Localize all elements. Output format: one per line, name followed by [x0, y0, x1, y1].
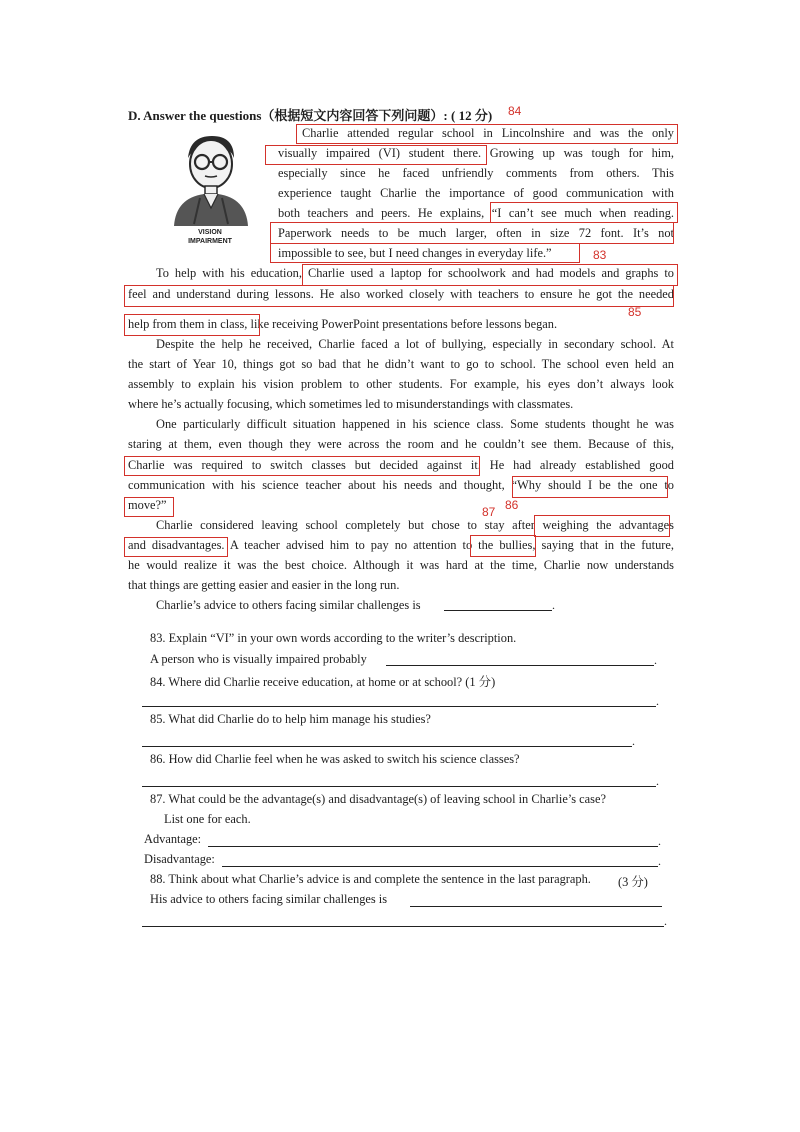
passage-line: To help with his education, Charlie used a laptop for schoolwork and had models and graphs to [156, 266, 674, 280]
question-87-sub: List one for each. [164, 812, 251, 826]
period: . [552, 598, 555, 612]
question-84: 84. Where did Charlie receive education, at home or at school? (1 分) [150, 675, 496, 689]
period: . [658, 834, 661, 848]
section-title [128, 105, 492, 124]
period: . [632, 734, 635, 748]
passage-line: visually impaired (VI) student there. Growing up was tough for him, [278, 146, 674, 160]
period: . [654, 653, 657, 667]
passage-line: he would realize it was the best choice. Although it was hard at the time, Charlie now understands [128, 558, 674, 572]
disadvantage-blank[interactable] [222, 866, 658, 867]
question-88: 88. Think about what Charlie’s advice is and complete the sentence in the last paragraph. [150, 872, 591, 886]
person-with-glasses-icon [160, 128, 260, 228]
section-title-marks: ( 12 分) [450, 108, 493, 123]
passage-line: Despite the help he received, Charlie faced a lot of bullying, especially in secondary school. At [156, 337, 674, 351]
figure-label-line1: VISION [198, 229, 222, 236]
disadvantage-label: Disadvantage: [144, 852, 215, 866]
annotation-86: 86 [505, 498, 519, 512]
answer-blank-88[interactable] [410, 906, 662, 907]
annotation-83: 83 [593, 248, 607, 262]
answer-blank-83[interactable] [386, 665, 654, 666]
question-87: 87. What could be the advantage(s) and disadvantage(s) of leaving school in Charlie’s case? [150, 792, 607, 806]
passage-line: help from them in class, like receiving PowerPoint presentations before lessons began. [128, 317, 558, 331]
passage-line: Charlie attended regular school in Lincolnshire and was the only [302, 126, 674, 140]
period: . [656, 774, 659, 788]
passage-line: experience taught Charlie the importance of good communication with [278, 186, 674, 200]
passage-line: that things are getting easier and easier in the long run. [128, 578, 400, 592]
passage-line: Paperwork needs to be much larger, often in size 72 font. It’s not [278, 226, 674, 240]
answer-blank-85[interactable] [142, 746, 632, 747]
answer-blank-86[interactable] [142, 786, 656, 787]
passage-line: where he’s actually focusing, which sometimes led to misunderstandings with classmates. [128, 397, 574, 411]
question-83: 83. Explain “VI” in your own words according to the writer’s description. [150, 631, 517, 645]
question-83-prompt: A person who is visually impaired probably [150, 652, 367, 666]
passage-line: Charlie’s advice to others facing similar challenges is [156, 598, 421, 612]
passage-line: One particularly difficult situation happened in his science class. Some students thought he was [156, 417, 674, 431]
passage-line: assembly to explain his vision problem to other students. For example, his eyes don’t always look [128, 377, 674, 391]
passage-line: staring at them, even though they were across the room and he couldn’t see them. Because of this, [128, 437, 674, 451]
period: . [656, 694, 659, 708]
passage-line: the start of Year 10, things got so bad that he didn’t want to go to school. The school even held an [128, 357, 674, 371]
passage-line: communication with his science teacher about his needs and thought, “Why should I be the one to [128, 478, 674, 492]
advantage-blank[interactable] [208, 846, 658, 847]
passage-line: both teachers and peers. He explains, “I can’t see much when reading. [278, 206, 674, 220]
section-title-label: D. Answer the questions（根据短文内容回答下列问题）: [128, 108, 448, 123]
answer-blank-88b[interactable] [142, 926, 664, 927]
annotation-85: 85 [628, 305, 642, 319]
question-88-prompt: His advice to others facing similar challenges is [150, 892, 388, 906]
annotation-84: 84 [508, 104, 522, 118]
question-88-marks: (3 分) [618, 875, 648, 889]
annotation-87: 87 [482, 505, 496, 519]
vision-impairment-figure [160, 128, 260, 248]
question-86: 86. How did Charlie feel when he was asked to switch his science classes? [150, 752, 520, 766]
figure-label-line2: IMPAIRMENT [188, 238, 232, 245]
passage-line: move?” [128, 498, 167, 512]
passage-line: Charlie was required to switch classes but decided against it. He had already established good [128, 458, 674, 472]
question-85: 85. What did Charlie do to help him manage his studies? [150, 712, 431, 726]
advantage-label: Advantage: [144, 832, 202, 846]
passage-line: Charlie considered leaving school completely but chose to stay after weighing the advantages [156, 518, 674, 532]
passage-line: and disadvantages. A teacher advised him to pay no attention to the bullies, saying that in the future, [128, 538, 674, 552]
period: . [658, 854, 661, 868]
answer-blank[interactable] [444, 610, 552, 611]
passage-line: impossible to see, but I need changes in everyday life.” [278, 246, 552, 260]
passage-line: especially since he faced unfriendly comments from others. This [278, 166, 674, 180]
answer-blank-84[interactable] [142, 706, 656, 707]
passage-line: feel and understand during lessons. He also worked closely with teachers to ensure he got the needed [128, 287, 674, 301]
period: . [664, 914, 667, 928]
